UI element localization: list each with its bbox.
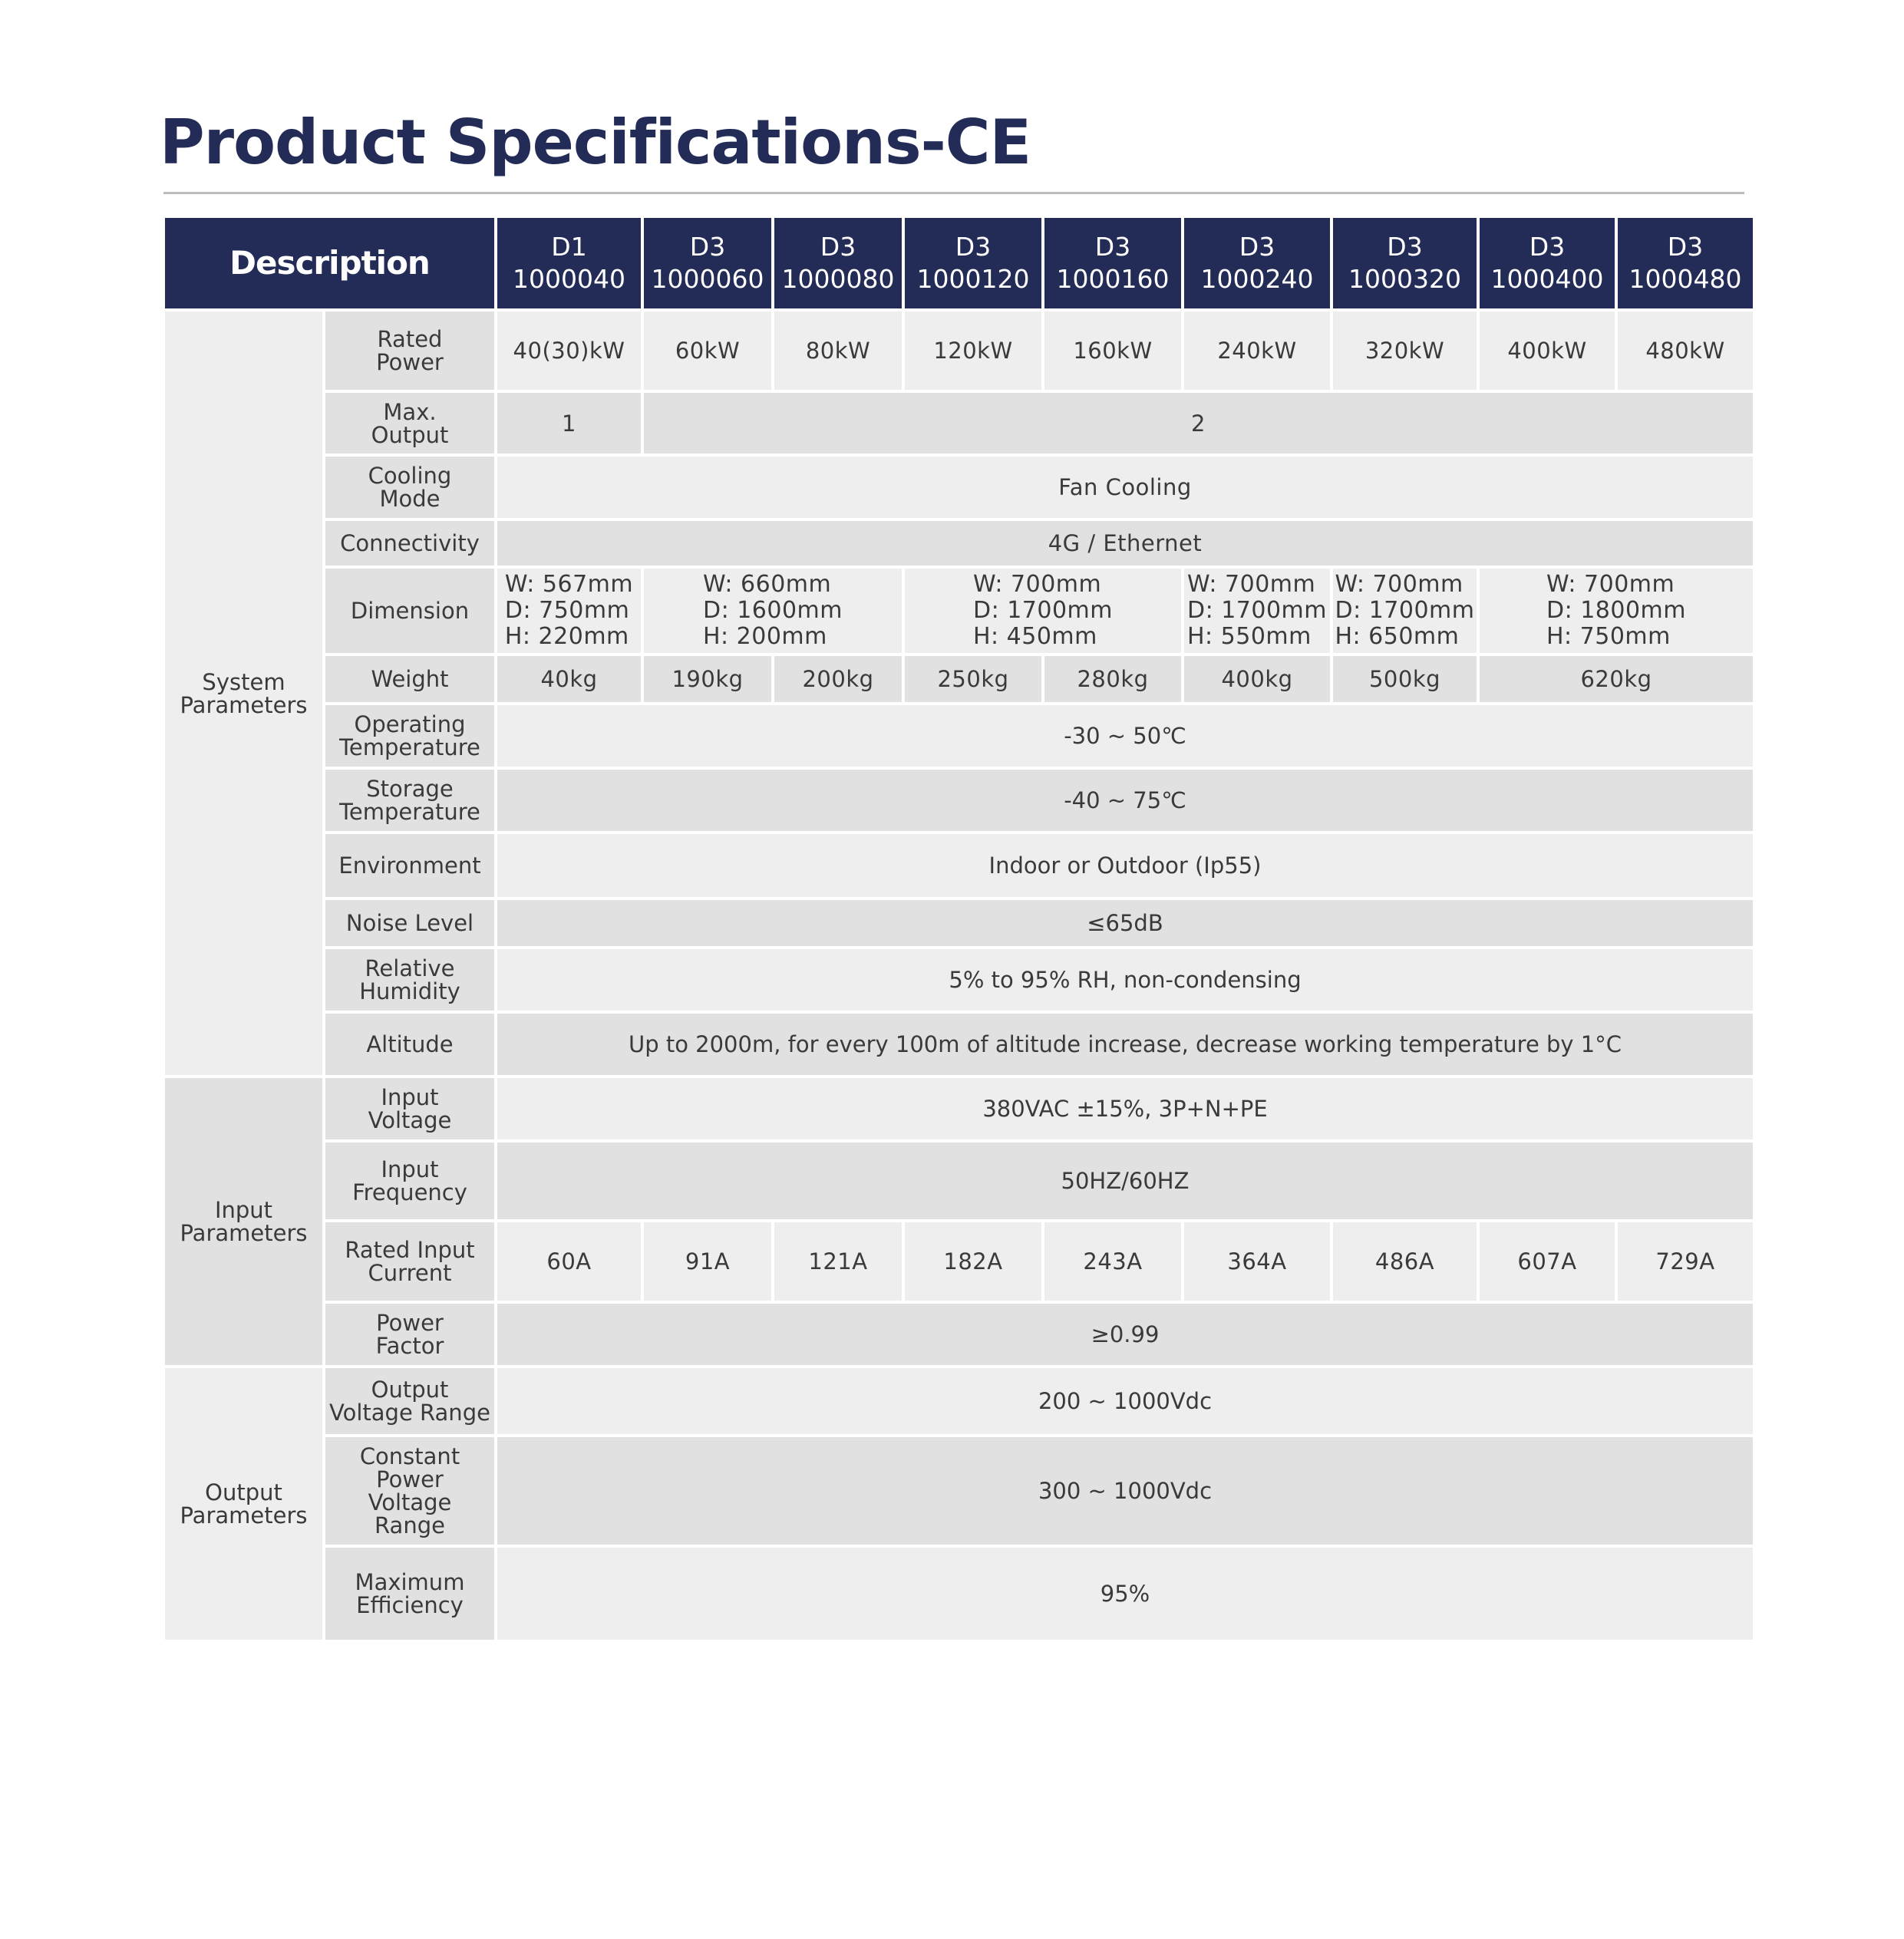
value-cell: ≤65dB <box>497 900 1753 946</box>
row-operating-temperature <box>165 705 1753 767</box>
value-cell: 240kW <box>1184 312 1330 390</box>
value-cell: 500kg <box>1333 656 1477 702</box>
value-cell: 200kg <box>774 656 902 702</box>
value-cell: 300 ~ 1000Vdc <box>497 1437 1753 1545</box>
row-label: Power Factor <box>325 1304 494 1365</box>
model-header: D1 1000040 <box>497 218 641 308</box>
value-cell: 190kg <box>644 656 771 702</box>
model-header: D3 1000160 <box>1044 218 1181 308</box>
value-cell: -30 ~ 50℃ <box>497 705 1753 767</box>
value-cell: -40 ~ 75℃ <box>497 770 1753 831</box>
value-cell: 620kg <box>1480 656 1753 702</box>
value-cell: 607A <box>1480 1222 1615 1301</box>
dimension-cell: W: 700mm D: 1700mm H: 650mm <box>1333 569 1477 653</box>
row-noise-level <box>165 900 1753 946</box>
value-cell: 40kg <box>497 656 641 702</box>
row-output-voltage-range <box>165 1368 1753 1434</box>
model-header: D3 1000060 <box>644 218 771 308</box>
value-cell: 280kg <box>1044 656 1181 702</box>
row-label: Rated Input Current <box>325 1222 494 1301</box>
dimension-cell: W: 700mm D: 1700mm H: 450mm <box>905 569 1181 653</box>
page-title: Product Specifications-CE <box>160 107 1031 178</box>
row-label: Storage Temperature <box>325 770 494 831</box>
row-max-output <box>165 393 1753 453</box>
row-power-factor <box>165 1304 1753 1365</box>
value-cell: Up to 2000m, for every 100m of altitude increase, decrease working temperature by 1°C <box>497 1014 1753 1075</box>
group-output-parameters: Output Parameters <box>165 1368 322 1640</box>
row-label: Max. Output <box>325 393 494 453</box>
dimension-cell: W: 700mm D: 1800mm H: 750mm <box>1480 569 1753 653</box>
value-cell: 243A <box>1044 1222 1181 1301</box>
value-cell: ≥0.99 <box>497 1304 1753 1365</box>
value-cell: 480kW <box>1618 312 1753 390</box>
row-dimension <box>165 569 1753 653</box>
model-header: D3 1000120 <box>905 218 1041 308</box>
row-storage-temperature <box>165 770 1753 831</box>
dimension-cell: W: 700mm D: 1700mm H: 550mm <box>1184 569 1330 653</box>
header-row <box>165 218 1753 308</box>
row-label: Maximum Efficiency <box>325 1548 494 1640</box>
row-label: Cooling Mode <box>325 457 494 518</box>
model-header: D3 1000400 <box>1480 218 1615 308</box>
value-cell: 364A <box>1184 1222 1330 1301</box>
row-label: Noise Level <box>325 900 494 946</box>
value-cell: 2 <box>644 393 1753 453</box>
value-cell: 380VAC ±15%, 3P+N+PE <box>497 1078 1753 1139</box>
row-label: Dimension <box>325 569 494 653</box>
value-cell: 80kW <box>774 312 902 390</box>
row-maximum-efficiency <box>165 1548 1753 1640</box>
row-label: Rated Power <box>325 312 494 390</box>
row-weight <box>165 656 1753 702</box>
row-constant-power-voltage-range <box>165 1437 1753 1545</box>
model-header: D3 1000080 <box>774 218 902 308</box>
value-cell: 1 <box>497 393 641 453</box>
row-environment <box>165 834 1753 897</box>
value-cell: 250kg <box>905 656 1041 702</box>
group-input-parameters: Input Parameters <box>165 1078 322 1365</box>
value-cell: 95% <box>497 1548 1753 1640</box>
row-label: Environment <box>325 834 494 897</box>
row-label: Output Voltage Range <box>325 1368 494 1434</box>
row-label: Weight <box>325 656 494 702</box>
row-label: Constant Power Voltage Range <box>325 1437 494 1545</box>
model-header: D3 1000480 <box>1618 218 1753 308</box>
row-label: Connectivity <box>325 521 494 566</box>
row-cooling-mode <box>165 457 1753 518</box>
value-cell: 200 ~ 1000Vdc <box>497 1368 1753 1434</box>
value-cell: 400kW <box>1480 312 1615 390</box>
value-cell: 120kW <box>905 312 1041 390</box>
row-label: Operating Temperature <box>325 705 494 767</box>
value-cell: 4G / Ethernet <box>497 521 1753 566</box>
value-cell: 729A <box>1618 1222 1753 1301</box>
value-cell: 320kW <box>1333 312 1477 390</box>
value-cell: 50HZ/60HZ <box>497 1143 1753 1219</box>
value-cell: 40(30)kW <box>497 312 641 390</box>
dimension-cell: W: 660mm D: 1600mm H: 200mm <box>644 569 902 653</box>
dimension-cell: W: 567mm D: 750mm H: 220mm <box>497 569 641 653</box>
value-cell: Indoor or Outdoor (Ip55) <box>497 834 1753 897</box>
value-cell: 160kW <box>1044 312 1181 390</box>
value-cell: 60A <box>497 1222 641 1301</box>
row-relative-humidity <box>165 949 1753 1011</box>
value-cell: 5% to 95% RH, non-condensing <box>497 949 1753 1011</box>
value-cell: Fan Cooling <box>497 457 1753 518</box>
row-connectivity <box>165 521 1753 566</box>
title-divider <box>163 192 1744 194</box>
row-rated-input-current <box>165 1222 1753 1301</box>
row-label: Input Frequency <box>325 1143 494 1219</box>
value-cell: 486A <box>1333 1222 1477 1301</box>
row-altitude <box>165 1014 1753 1075</box>
row-label: Relative Humidity <box>325 949 494 1011</box>
row-rated-power <box>165 312 1753 390</box>
value-cell: 121A <box>774 1222 902 1301</box>
row-label: Input Voltage <box>325 1078 494 1139</box>
row-input-voltage <box>165 1078 1753 1139</box>
group-system-parameters: System Parameters <box>165 312 322 1075</box>
row-label: Altitude <box>325 1014 494 1075</box>
value-cell: 91A <box>644 1222 771 1301</box>
model-header: D3 1000320 <box>1333 218 1477 308</box>
spec-table <box>162 215 1756 1643</box>
model-header: D3 1000240 <box>1184 218 1330 308</box>
value-cell: 400kg <box>1184 656 1330 702</box>
row-input-frequency <box>165 1143 1753 1219</box>
value-cell: 182A <box>905 1222 1041 1301</box>
description-header: Description <box>165 218 494 308</box>
value-cell: 60kW <box>644 312 771 390</box>
